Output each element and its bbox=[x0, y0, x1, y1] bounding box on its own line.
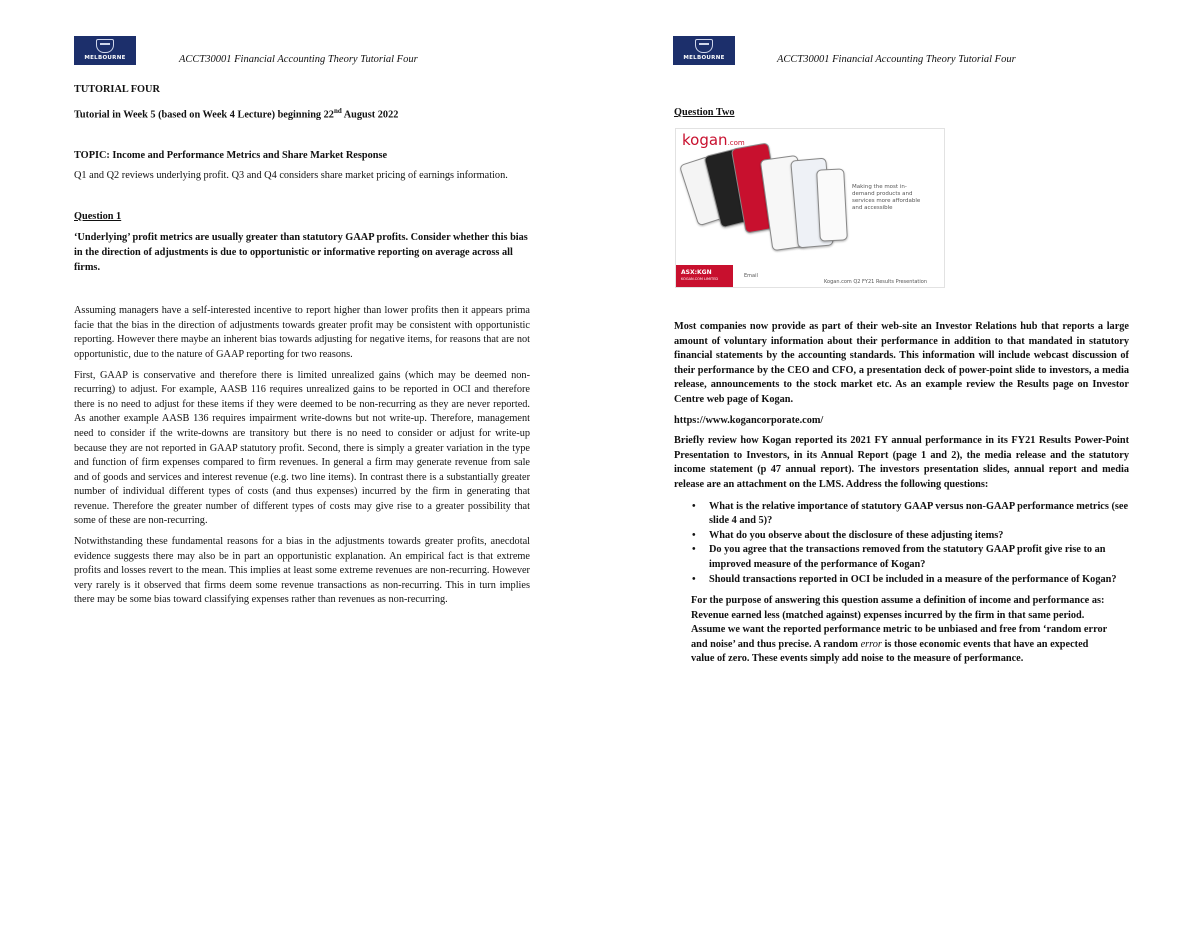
running-header: ACCT30001 Financial Accounting Theory Tutorial Four bbox=[179, 54, 418, 65]
running-header: ACCT30001 Financial Accounting Theory Tutorial Four bbox=[777, 54, 1016, 65]
answer-paragraph-2: First, GAAP is conservative and therefore there is limited unrealized gains (which may be deemed non-recurring) to adjust. For example, AASB 116 requires unrealized gains to be reported in OCI and therefore there is no need to adjust for these items if they were deemed to be non-recurring as they are never reported. As another example AASB 136 requires impairment write-downs but not write-up. Therefore, management need to consider if the write-downs are transitory but there is no need to consider or adjust for write-up because they are not reported in GAAP statutory profit. Second, there is simply a greater variation in the type and function of firm expenses compared to firm revenues. In general a firm may generate revenue from sale and of goods and services and interest revenue (e.g. two line items). In contrast there is a substantially greater number of individual different types of costs (and thus expenses) incurred by the firm in generating that revenue. Therefore the greater number of different types of costs may give rise to a greater possibility that some of these are non-recurring. bbox=[74, 369, 530, 527]
para3-text: For the purpose of answering this question assume a definition of income and performance as: Revenue earned less (matched against) expenses incurred by the firm in that same period. Assume we want the reported performance metric to be unbiased and free from ‘random error and noise’ and thus precise. A random bbox=[691, 595, 1107, 650]
right-page bbox=[600, 0, 1200, 927]
kogan-logo bbox=[682, 131, 745, 149]
asx-sub: KOGAN.COM LIMITED bbox=[681, 277, 719, 281]
kogan-tagline: Making the most in-demand products and services more affordable and accessible bbox=[852, 184, 921, 211]
answer-paragraph-1: Assuming managers have a self-interested incentive to report higher than lower profits then it appears prima facie that the bias in the direction of adjustments towards greater profit may be consistent with opportunistic reporting. However there maybe an inherent bias towards adjusting for negative items, for reasons that are not opportunistic, due to the nature of GAAP reporting for two reasons. bbox=[74, 305, 530, 360]
university-logo bbox=[673, 36, 735, 65]
right-content bbox=[674, 320, 1129, 667]
answer-paragraph-3: Notwithstanding these fundamental reasons for a bias in the adjustments towards greater profits, anecdotal evidence suggests there may also be in part an opportunistic explanation. An empirical fact is that extreme profits and losses revert to the mean. This implies at least some extreme revenues are non-recurring. However very rarely is it observed that firms deem some revenue transactions as non-recurring. This in turn implies there may be some bias toward classifying expenses rather than revenues as non-recurring. bbox=[74, 536, 530, 606]
question-1-text: ‘Underlying’ profit metrics are usually greater than statutory GAAP profits. Consider whether this bias in the direction of adjustments is due to opportunistic or informative reporting on average across all firms. bbox=[74, 232, 528, 273]
subtitle-main: Tutorial in Week 5 (based on Week 4 Lecture) beginning 22 bbox=[74, 109, 334, 121]
list-item: • Do you agree that the transactions removed from the statutory GAAP profit give rise to an improved measure of the performance of Kogan? bbox=[674, 543, 1129, 572]
list-item: • What do you observe about the disclosure of these adjusting items? bbox=[674, 529, 1129, 544]
para3-text-end: is those economic events that have an expected value of zero. These events simply add noise to the measure of performance. bbox=[691, 638, 1089, 665]
crest-icon bbox=[96, 39, 114, 53]
q2-heading-wrap bbox=[674, 106, 1129, 121]
intro-text: Q1 and Q2 reviews underlying profit. Q3 and Q4 considers share market pricing of earnings information. bbox=[74, 170, 508, 182]
asx-label: ASX:KGN bbox=[681, 269, 712, 276]
q2-paragraph-2: Briefly review how Kogan reported its 2021 FY annual performance in its FY21 Results Power-Point Presentation to Investors, in its Annual Report (page 1 and 2), the media release and the statutory income statement (p 47 annual report). The investors presentation slides, annual report and media release are an attachment on the LMS. Address the following questions: bbox=[674, 435, 1129, 490]
left-content bbox=[74, 83, 530, 608]
kogan-url[interactable]: https://www.kogancorporate.com/ bbox=[674, 414, 824, 426]
list-item: • What is the relative importance of statutory GAAP versus non-GAAP performance metrics (see slide 4 and 5)? bbox=[674, 500, 1129, 529]
image-caption-left: Email bbox=[744, 273, 758, 279]
para3-italic: error bbox=[860, 638, 882, 650]
asx-badge bbox=[676, 265, 733, 287]
topic: TOPIC: Income and Performance Metrics and Share Market Response bbox=[74, 149, 388, 161]
phone-mockup bbox=[816, 168, 848, 241]
tutorial-title: TUTORIAL FOUR bbox=[74, 84, 160, 95]
kogan-results-image bbox=[675, 128, 945, 288]
subtitle-end: August 2022 bbox=[341, 109, 399, 121]
question-1-heading: Question 1 bbox=[74, 210, 122, 222]
q2-paragraph-1: Most companies now provide as part of their web-site an Investor Relations hub that reports a large amount of voluntary information about their performance in addition to that mandated in statutory financial statements by the accounting standards. This information will include webcast discussion of their performance by the CEO and CFO, a presentation deck of power-point slide to investors, a media release, announcements to the stock market etc. As an example review the Results page on Investor Centre web page of Kogan. bbox=[674, 321, 1129, 405]
q2-paragraph-3 bbox=[674, 594, 1129, 667]
university-logo bbox=[74, 36, 136, 65]
kogan-brand: kogan bbox=[682, 131, 728, 149]
logo-text: MELBOURNE bbox=[683, 55, 725, 61]
kogan-brand-suffix: .com bbox=[727, 139, 745, 147]
subtitle-sup: nd bbox=[333, 106, 342, 115]
logo-text: MELBOURNE bbox=[84, 55, 126, 61]
image-caption-right: Kogan.com Q2 FY21 Results Presentation bbox=[824, 279, 927, 285]
list-item: • Should transactions reported in OCI be included in a measure of the performance of Kogan? bbox=[674, 573, 1129, 588]
tutorial-subtitle bbox=[74, 104, 530, 123]
question-list bbox=[674, 500, 1129, 588]
crest-icon bbox=[695, 39, 713, 53]
question-2-heading: Question Two bbox=[674, 107, 735, 118]
